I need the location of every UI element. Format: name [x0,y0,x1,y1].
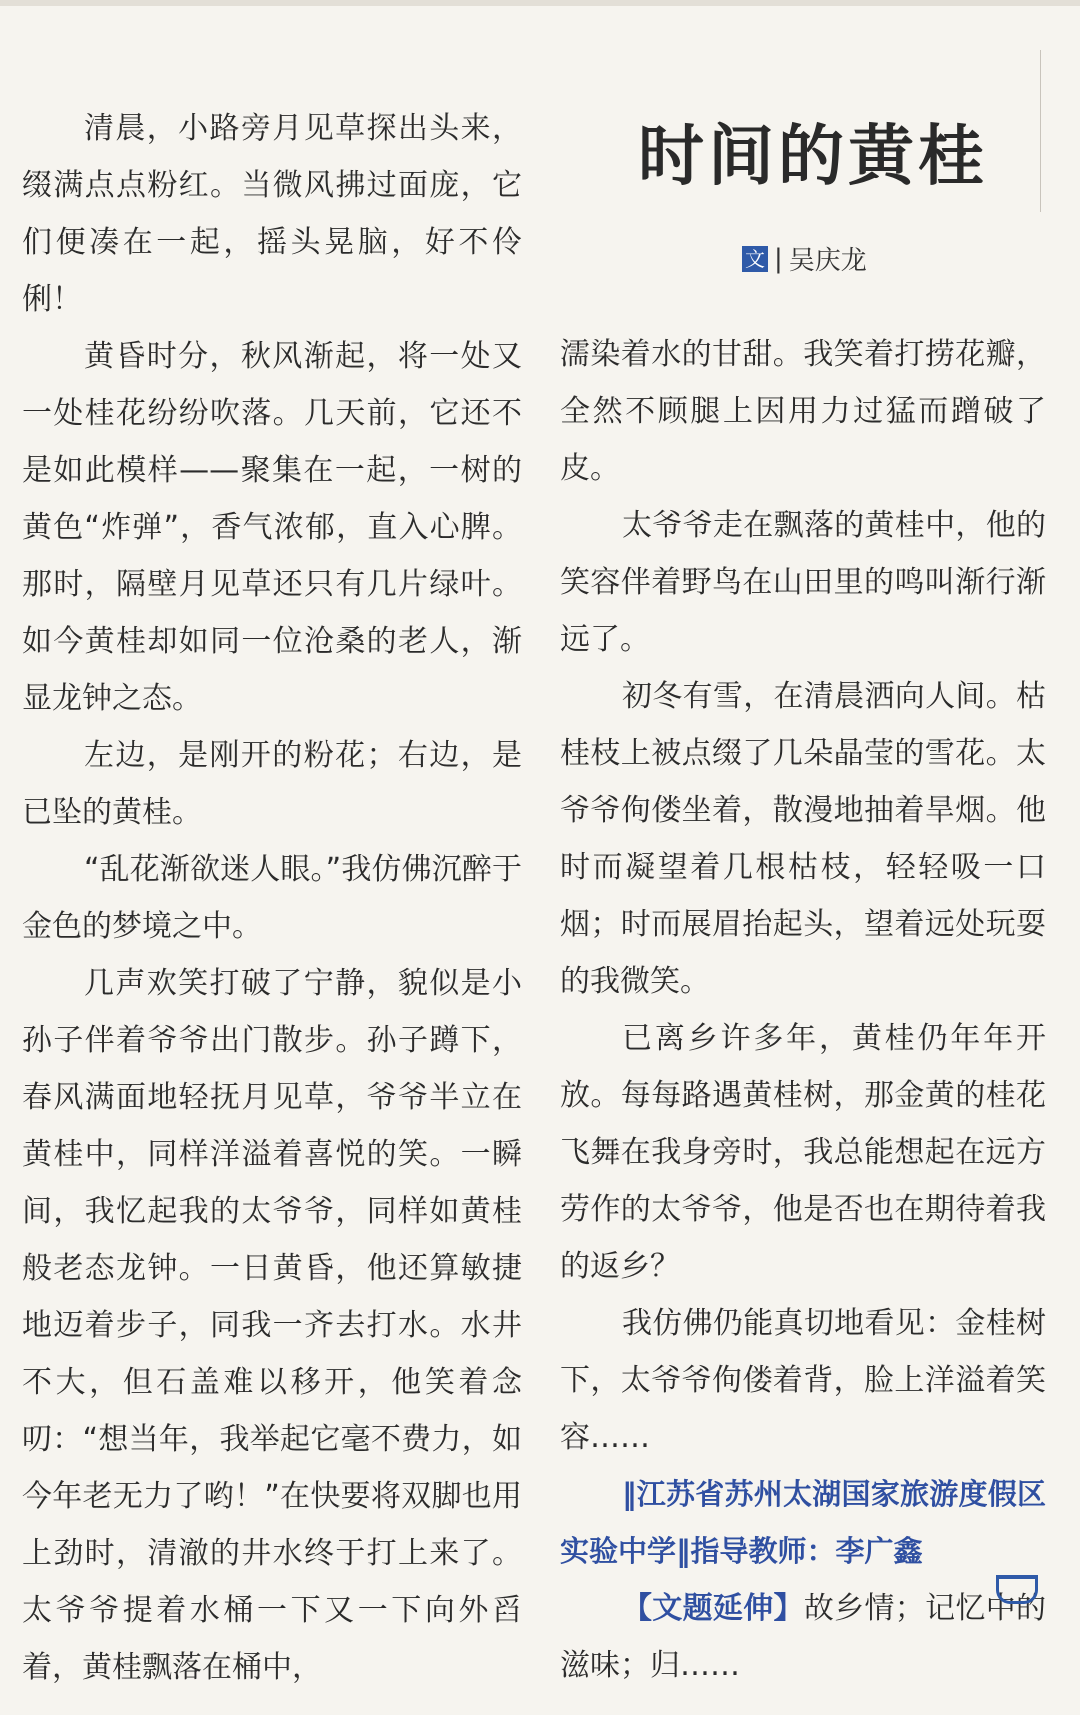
paragraph: 几声欢笑打破了宁静，貌似是小孙子伴着爷爷出门散步。孙子蹲下，春风满面地轻抚月见草，爷爷半立在黄桂中，同样洋溢着喜悦的笑。一瞬间，我忆起我的太爷爷，同样如黄桂般老态龙钟。一日黄昏，他还算敏捷地迈着步子，同我一齐去打水。水井不大，但石盖难以移开，他笑着念叨：“想当年，我举起它毫不费力，如今年老无力了哟！”在快要将双脚也用上劲时，清澈的井水终于打上来了。太爷爷提着水桶一下又一下向外舀着，黄桂飘落在桶中， [22,966,522,1685]
top-edge [0,0,1080,6]
school-info: ‖江苏省苏州太湖国家旅游度假区实验中学‖指导教师：李广鑫 [560,1477,1046,1568]
paragraph: “乱花渐欲迷人眼。”我仿佛沉醉于金色的梦境之中。 [22,852,522,944]
paragraph: 黄昏时分，秋风渐起，将一处又一处桂花纷纷吹落。几天前，它还不是如此模样——聚集在一起，一树的黄色“炸弹”，香气浓郁，直入心脾。那时，隔壁月见草还只有几片绿叶。如今黄桂却如同一位沧桑的老人，渐显龙钟之态。 [22,339,522,716]
paragraph: 已离乡许多年，黄桂仍年年开放。每每路遇黄桂树，那金黄的桂花飞舞在我身旁时，我总能想起在远方劳作的太爷爷，他是否也在期待着我的返乡？ [560,1021,1046,1284]
paragraph: 濡染着水的甘甜。我笑着打捞花瓣，全然不顾腿上因用力过猛而蹭破了皮。 [560,337,1046,486]
paragraph: 清晨，小路旁月见草探出头来，缀满点点粉红。当微风拂过面庞，它们便凑在一起，摇头晃脑，好不伶俐！ [22,111,522,317]
left-column [22,100,522,1696]
article-title: 时间的黄桂 [638,116,988,195]
paragraph: 太爷爷走在飘落的黄桂中，他的笑容伴着野鸟在山田里的鸣叫渐行渐远了。 [560,508,1046,657]
byline-separator: | [774,243,783,274]
paragraph: 左边，是刚开的粉花；右边，是已坠的黄桂。 [22,738,522,830]
paragraph: 我仿佛仍能真切地看见：金桂树下，太爷爷佝偻着背，脸上洋溢着笑容…… [560,1306,1046,1455]
cup-icon [996,1575,1038,1604]
extension-tag: 【文题延伸】 [622,1591,804,1626]
byline [742,240,867,277]
extension-text: 故乡情；记忆中的滋味；归…… [560,1591,1047,1683]
title-box [560,50,1041,212]
right-column [560,326,1046,1694]
paragraph: 初冬有雪，在清晨洒向人间。枯桂枝上被点缀了几朵晶莹的雪花。太爷爷佝偻坐着，散漫地抽着旱烟。他时而凝望着几根枯枝，轻轻吸一口烟；时而展眉抬起头，望着远处玩耍的我微笑。 [560,679,1046,999]
topic-extension [560,1580,1046,1694]
author-name: 吴庆龙 [788,246,867,276]
byline-badge: 文 [742,246,768,272]
